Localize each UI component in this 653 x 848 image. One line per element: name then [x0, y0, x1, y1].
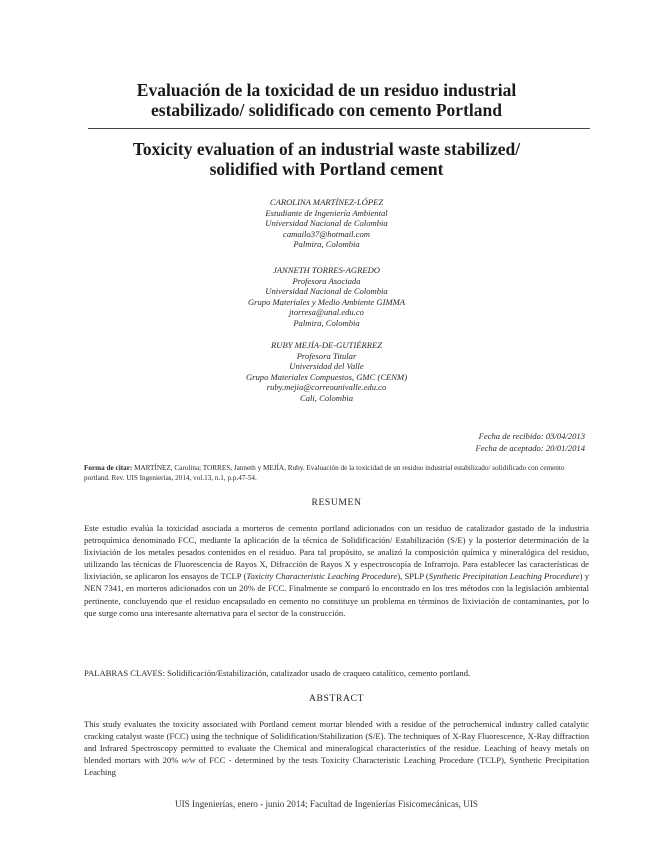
- submission-dates: [475, 430, 585, 454]
- keywords-label: PALABRAS CLAVES:: [84, 668, 165, 678]
- author-email: jtorresa@unal.edu.co: [289, 307, 364, 318]
- citation-label: Forma de citar:: [84, 464, 133, 472]
- author-name: CAROLINA MARTÍNEZ-LÓPEZ: [269, 197, 384, 207]
- keywords: [84, 667, 589, 679]
- author-position: Profesora Titular: [296, 350, 357, 361]
- abstract-body: [84, 718, 589, 778]
- spanish-title: [60, 80, 593, 120]
- english-title: [60, 139, 593, 179]
- citation-text: MARTÍNEZ, Carolina; TORRES, Janneth y MEJÍA, Ruby. Evaluación de la toxicidad de un residuo industrial estabilizado/ solidificado con cemento portland. Rev. UIS Ingenierías, 2014, vol.13, n.1, p.p.47-54.: [84, 464, 565, 482]
- author-affiliation: Universidad Nacional de Colombia: [265, 286, 388, 297]
- citation-note: [84, 463, 589, 483]
- abstract-ww-term: w/w: [181, 755, 196, 766]
- abstract-heading: ABSTRACT: [309, 693, 364, 704]
- resumen-text-1: Este estudio evalúa la toxicidad asociada a morteros de cemento portland adicionados con un residuo de catalizador gastado de la industria petroquímica denominado FCC, mediante la aplicación de la técnica de Solidificación/ Estabilización (S/E) y la posterior determinación de la lixiviación de los metales pesados contenidos en el residuo. Para tal propósito, se analizó la composición química y mineralógica del residuo, utilizando las técnicas de Fluorescencia de Rayos X, Difracción de Rayos X y espectroscopía de Infrarrojo. Para establecer las características de lixiviación, se aplicaron los ensayos de TCLP (: [84, 523, 589, 582]
- resumen-splp-term: Synthetic Precipitation Leaching Procedure: [428, 571, 580, 582]
- english-title-line-2: solidified with Portland cement: [209, 159, 444, 179]
- author-email: camailo37@hotmail.com: [283, 228, 370, 239]
- author-block-2: [180, 265, 473, 329]
- resumen-tclp-term: Toxicity Characteristic Leaching Procedure: [246, 571, 398, 582]
- author-name: RUBY MEJÍA-DE-GUTIÉRREZ: [271, 340, 382, 350]
- resumen-heading: RESUMEN: [311, 497, 362, 508]
- author-block-1: [180, 197, 473, 250]
- accepted-date: Fecha de aceptado: 20/01/2014: [475, 443, 585, 453]
- spanish-title-line-1: Evaluación de la toxicidad de un residuo industrial: [136, 80, 517, 100]
- author-location: Palmira, Colombia: [293, 317, 360, 328]
- author-name: JANNETH TORRES-AGREDO: [272, 265, 380, 275]
- resumen-body: [84, 522, 589, 619]
- keywords-text: Solidificación/Estabilización, catalizador usado de craqueo catalítico, cemento portland.: [167, 668, 471, 678]
- abstract-text-1: This study evaluates the toxicity associated with Portland cement mortar blended with a residue of the petrochemical industry called catalytic cracking catalyst waste (FCC) using the technique of Solidification/Stabilization (S/E). The techniques of X-Ray Fluorescence, X-Ray diffraction and Infrared Spectroscopy permitted to evaluate the Chemical and mineralogical characteristics of the residue. Leaching of heavy metals on blended mortars with 20%: [84, 719, 589, 766]
- spanish-title-line-2: estabilizado/ solidificado con cemento Portland: [151, 100, 502, 120]
- received-date: Fecha de recibido: 03/04/2013: [478, 431, 585, 441]
- abstract-text-2: of FCC - determined by the tests Toxicity Characteristic Leaching Procedure (TCLP), Synthetic Precipitation Leaching: [84, 755, 589, 778]
- author-group: Grupo Materiales Compuestos, GMC (CENM): [245, 371, 408, 382]
- author-email: ruby.mejia@correounivalle.edu.co: [266, 382, 387, 393]
- english-title-line-1: Toxicity evaluation of an industrial waste stabilized/: [132, 139, 521, 159]
- author-position: Estudiante de Ingeniería Ambiental: [265, 207, 388, 218]
- page-footer: UIS Ingenierías, enero - junio 2014; Facultad de Ingenierías Fisicomecánicas, UIS: [174, 799, 479, 809]
- author-group: Grupo Materiales y Medio Ambiente GIMMA: [247, 296, 406, 307]
- author-location: Cali, Colombia: [299, 392, 353, 403]
- author-affiliation: Universidad Nacional de Colombia: [265, 218, 388, 229]
- resumen-text-2: ), SPLP (: [397, 571, 429, 582]
- title-divider: [88, 128, 590, 129]
- author-affiliation: Universidad del Valle: [289, 361, 364, 372]
- author-block-3: [180, 340, 473, 404]
- author-position: Profesora Asociada: [292, 275, 361, 286]
- resumen-text-3: ) y NEN 7341, en morteros adicionados con un 20% de FCC. Finalmente se comparó lo encontrado en los tres métodos con la legislación ambiental pertinente, concluyendo que el residuo encapsulado en cemento no constituye un problema en términos de lixiviación de contaminantes, por lo que surge como una interesante alternativa para el sector de la construcción.: [84, 571, 590, 618]
- author-location: Palmira, Colombia: [293, 239, 360, 250]
